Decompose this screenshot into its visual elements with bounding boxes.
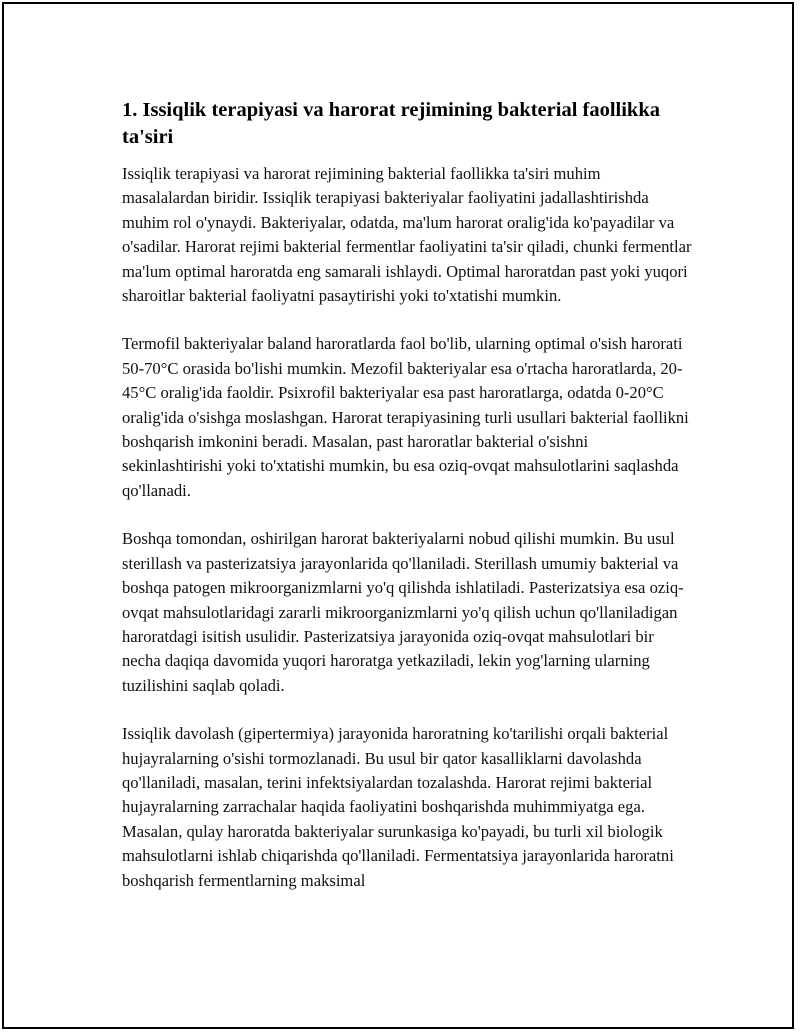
paragraph-4: Issiqlik davolash (gipertermiya) jarayonida haroratning ko'tarilishi orqali bakterial hujayralarning o'sishi tormozlanadi. Bu usul bir qator kasalliklarni davolashda qo'llaniladi, masalan, terini infektsiyalardan tozalashda. Harorat rejimi bakterial hujayralarning zarrachalar haqida faoliyatini boshqarishda muhimmiyatga ega. Masalan, qulay haroratda bakteriyalar surunkasiga ko'payadi, bu turli xil biologik mahsulotlarni ishlab chiqarishda qo'llaniladi. Fermentatsiya jarayonlarida haroratni boshqarish fermentlarning maksimal — [122, 724, 674, 890]
paragraph-3: Boshqa tomondan, oshirilgan harorat bakteriyalarni nobud qilishi mumkin. Bu usul sterillash va pasterizatsiya jarayonlarida qo'llaniladi. Sterillash umumiy bakterial va boshqa patogen mikroorganizmlarni yo'q qilishda ishlatiladi. Pasterizatsiya esa oziq-ovqat mahsulotlaridagi zararli mikroorganizmlarni yo'q qilish uchun qo'llaniladigan haroratdagi isitish usulidir. Pasterizatsiya jarayonida oziq-ovqat mahsulotlari bir necha daqiqa davomida yuqori haroratga yetkaziladi, lekin yog'larning ularning tuzilishini saqlab qoladi. — [122, 529, 684, 695]
paragraph-1: Issiqlik terapiyasi va harorat rejimining bakterial faollikka ta'siri muhim masalalardan biridir. Issiqlik terapiyasi bakteriyalar faoliyatini jadallashtirishda muhim rol o'ynaydi. Bakteriyalar, odatda, ma'lum harorat oralig'ida ko'payadilar va o'sadilar. Harorat rejimi bakterial fermentlar faoliyatini ta'sir qiladi, chunki fermentlar ma'lum optimal haroratda eng samarali ishlaydi. Optimal haroratdan past yoki yuqori sharoitlar bakterial faoliyatni pasaytirishi yoki to'xtatishi mumkin. — [122, 164, 692, 306]
document-body — [122, 97, 692, 917]
section-heading: 1. Issiqlik terapiyasi va harorat rejimining bakterial faollikka ta'siri — [122, 99, 660, 148]
page-frame — [2, 2, 794, 1029]
paragraph-2: Termofil bakteriyalar baland haroratlarda faol bo'lib, ularning optimal o'sish harorati 50-70°C orasida bo'lishi mumkin. Mezofil bakteriyalar esa o'rtacha haroratlarda, 20-45°C oralig'ida faoldir. Psixrofil bakteriyalar esa past haroratlarga, odatda 0-20°C oralig'ida o'sishga moslashgan. Harorat terapiyasining turli usullari bakterial faollikni boshqarish imkonini beradi. Masalan, past haroratlar bakterial o'sishni sekinlashtirishi yoki to'xtatishi mumkin, bu esa oziq-ovqat mahsulotlarini saqlashda qo'llanadi. — [122, 334, 689, 500]
